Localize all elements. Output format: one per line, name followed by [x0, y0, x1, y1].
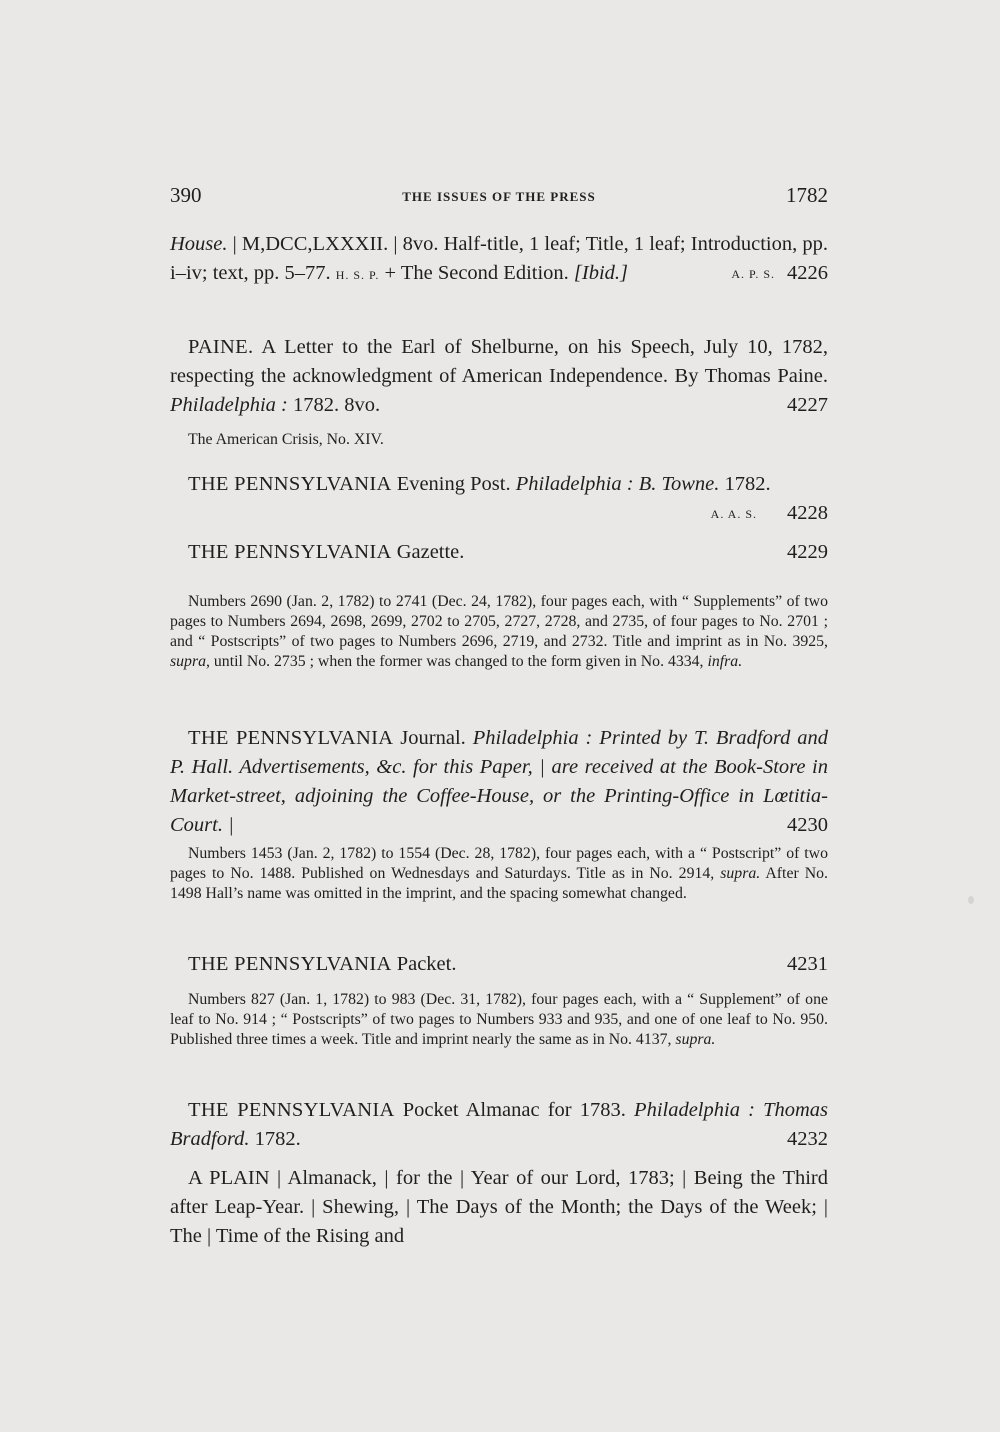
entry-4228-place: Philadelphia : B. Towne. — [515, 473, 720, 495]
entry-4230-title-caps: THE PENNSYLVANIA — [188, 727, 394, 749]
entry-4227-note-text: The American Crisis, No. XIV. — [188, 431, 384, 448]
entry-4232-year: 1782. — [254, 1128, 301, 1150]
entry-4229-number: 4229 — [787, 541, 828, 563]
entry-4227-title: A Letter to the Earl of Shelburne, on his Speech, July 10, 1782, respecting the acknowledgment of American Independence. By Thomas Paine. — [170, 336, 828, 387]
entry-4232-title: Pocket Almanac for 1783. — [402, 1099, 626, 1121]
scan-speck — [968, 896, 974, 904]
entry-4230-title: Journal. — [400, 727, 466, 749]
entry-4226-ibid: [Ibid.] — [573, 262, 629, 284]
entry-4229-note-part2: until No. 2735 ; when the former was changed to the form given in No. 4334, — [213, 653, 704, 670]
entry-4230-note-part1: Numbers 1453 (Jan. 2, 1782) to 1554 (Dec. 28, 1782), four pages each, with a “ Postscript” of two pages to No. 1488. Published on Wednesdays and Saturdays. Title as in No. 2914, — [170, 845, 828, 882]
entry-4229-note-infra: infra. — [707, 653, 743, 670]
entry-4226-location: A. P. S. — [731, 267, 775, 281]
entry-4227-number: 4227 — [787, 394, 828, 416]
entry-4226-second-edition: + The Second Edition. — [384, 262, 569, 284]
entry-4232 — [170, 1096, 828, 1154]
entry-4230-note — [170, 844, 828, 904]
entry-4231-title: Packet. — [396, 953, 457, 975]
entry-plain-almanack-text: A PLAIN | Almanack, | for the | Year of our Lord, 1783; | Being the Third after Leap-Year. | Shewing, | The Days of the Month; the Days of the Week; | The | Time of the Rising and — [170, 1167, 828, 1247]
entry-4232-number: 4232 — [787, 1128, 828, 1150]
page-header — [170, 183, 828, 213]
running-head: THE ISSUES OF THE PRESS — [402, 189, 596, 204]
entry-4231-note-supra: supra. — [675, 1031, 716, 1048]
entry-4229-title: Gazette. — [396, 541, 465, 563]
entry-4229-note-part1: Numbers 2690 (Jan. 2, 1782) to 2741 (Dec. 24, 1782), four pages each, with “ Supplements” of two pages to Numbers 2694, 2698, 2699, 2702 to 2705, 2727, 2728, and 2735, of four pages to No. 2701 ; and “ Postscripts” of two pages to Numbers 2696, 2719, and 2732. Title and imprint as in No. 3925, — [170, 593, 828, 650]
header-year: 1782 — [786, 183, 828, 207]
entry-4230-note-part2: After No. 1498 Hall’s name was omitted in the imprint, and the spacing somewhat changed. — [170, 865, 829, 902]
entry-4226-hsp: H. S. P. — [335, 268, 380, 282]
entry-4228-title-caps: THE PENNSYLVANIA — [188, 473, 392, 495]
entry-4228-year: 1782. — [724, 473, 771, 495]
entry-4229-title-caps: THE PENNSYLVANIA — [188, 541, 392, 563]
entry-4231-note-part1: Numbers 827 (Jan. 1, 1782) to 983 (Dec. 31, 1782), four pages each, with a “ Supplement” of one leaf to No. 914 ; “ Postscripts” of two pages to Numbers 933 and 935, and one of one leaf to No. 950. Published three times a week. Title and imprint nearly the same as in No. 4137, — [170, 991, 828, 1048]
entry-4231 — [170, 950, 828, 979]
entry-4231-number: 4231 — [787, 953, 828, 975]
entry-4232-title-caps: THE PENNSYLVANIA — [188, 1099, 395, 1121]
entry-4230-imprint: Philadelphia : Printed by T. Bradford and P. Hall. Advertisements, &c. for this Paper, | are received at the Book-Store in Market-street, adjoining the Coffee-House, or the Printing-Office in Lœtitia-Court. | — [170, 727, 829, 836]
entry-4227-note — [170, 430, 828, 450]
entry-4227-place: Philadelphia : — [170, 394, 288, 416]
entry-4227 — [170, 333, 828, 420]
entry-4230 — [170, 724, 828, 840]
entry-4229 — [170, 538, 828, 567]
entry-4228-title: Evening Post. — [396, 473, 511, 495]
entry-4227-imprint: 1782. 8vo. — [292, 394, 381, 416]
entry-4226-number: 4226 — [787, 262, 828, 284]
entry-4232-imprint: Philadelphia : Thomas Bradford. — [170, 1099, 829, 1150]
entry-4231-title-caps: THE PENNSYLVANIA — [188, 953, 392, 975]
entry-4227-author: PAINE. — [188, 336, 254, 358]
entry-4230-note-supra: supra. — [720, 865, 761, 882]
entry-plain-almanack — [170, 1164, 828, 1251]
entry-4228-number: 4228 — [787, 502, 828, 524]
entry-4226-description: | M,DCC,LXXXII. | 8vo. Half-title, 1 leaf; Title, 1 leaf; Introduction, pp. i–iv; text, pp. 5–77. — [170, 233, 828, 284]
entry-4228 — [170, 470, 828, 529]
entry-4231-note — [170, 990, 828, 1050]
entry-4228-location: A. A. S. — [710, 507, 757, 521]
entry-4226 — [170, 230, 828, 290]
entry-4230-number: 4230 — [787, 814, 828, 836]
page-number: 390 — [170, 183, 202, 207]
entry-4229-note-supra: supra, — [170, 653, 210, 670]
entry-4226-house: House. — [170, 233, 228, 255]
entry-4229-note — [170, 592, 828, 672]
